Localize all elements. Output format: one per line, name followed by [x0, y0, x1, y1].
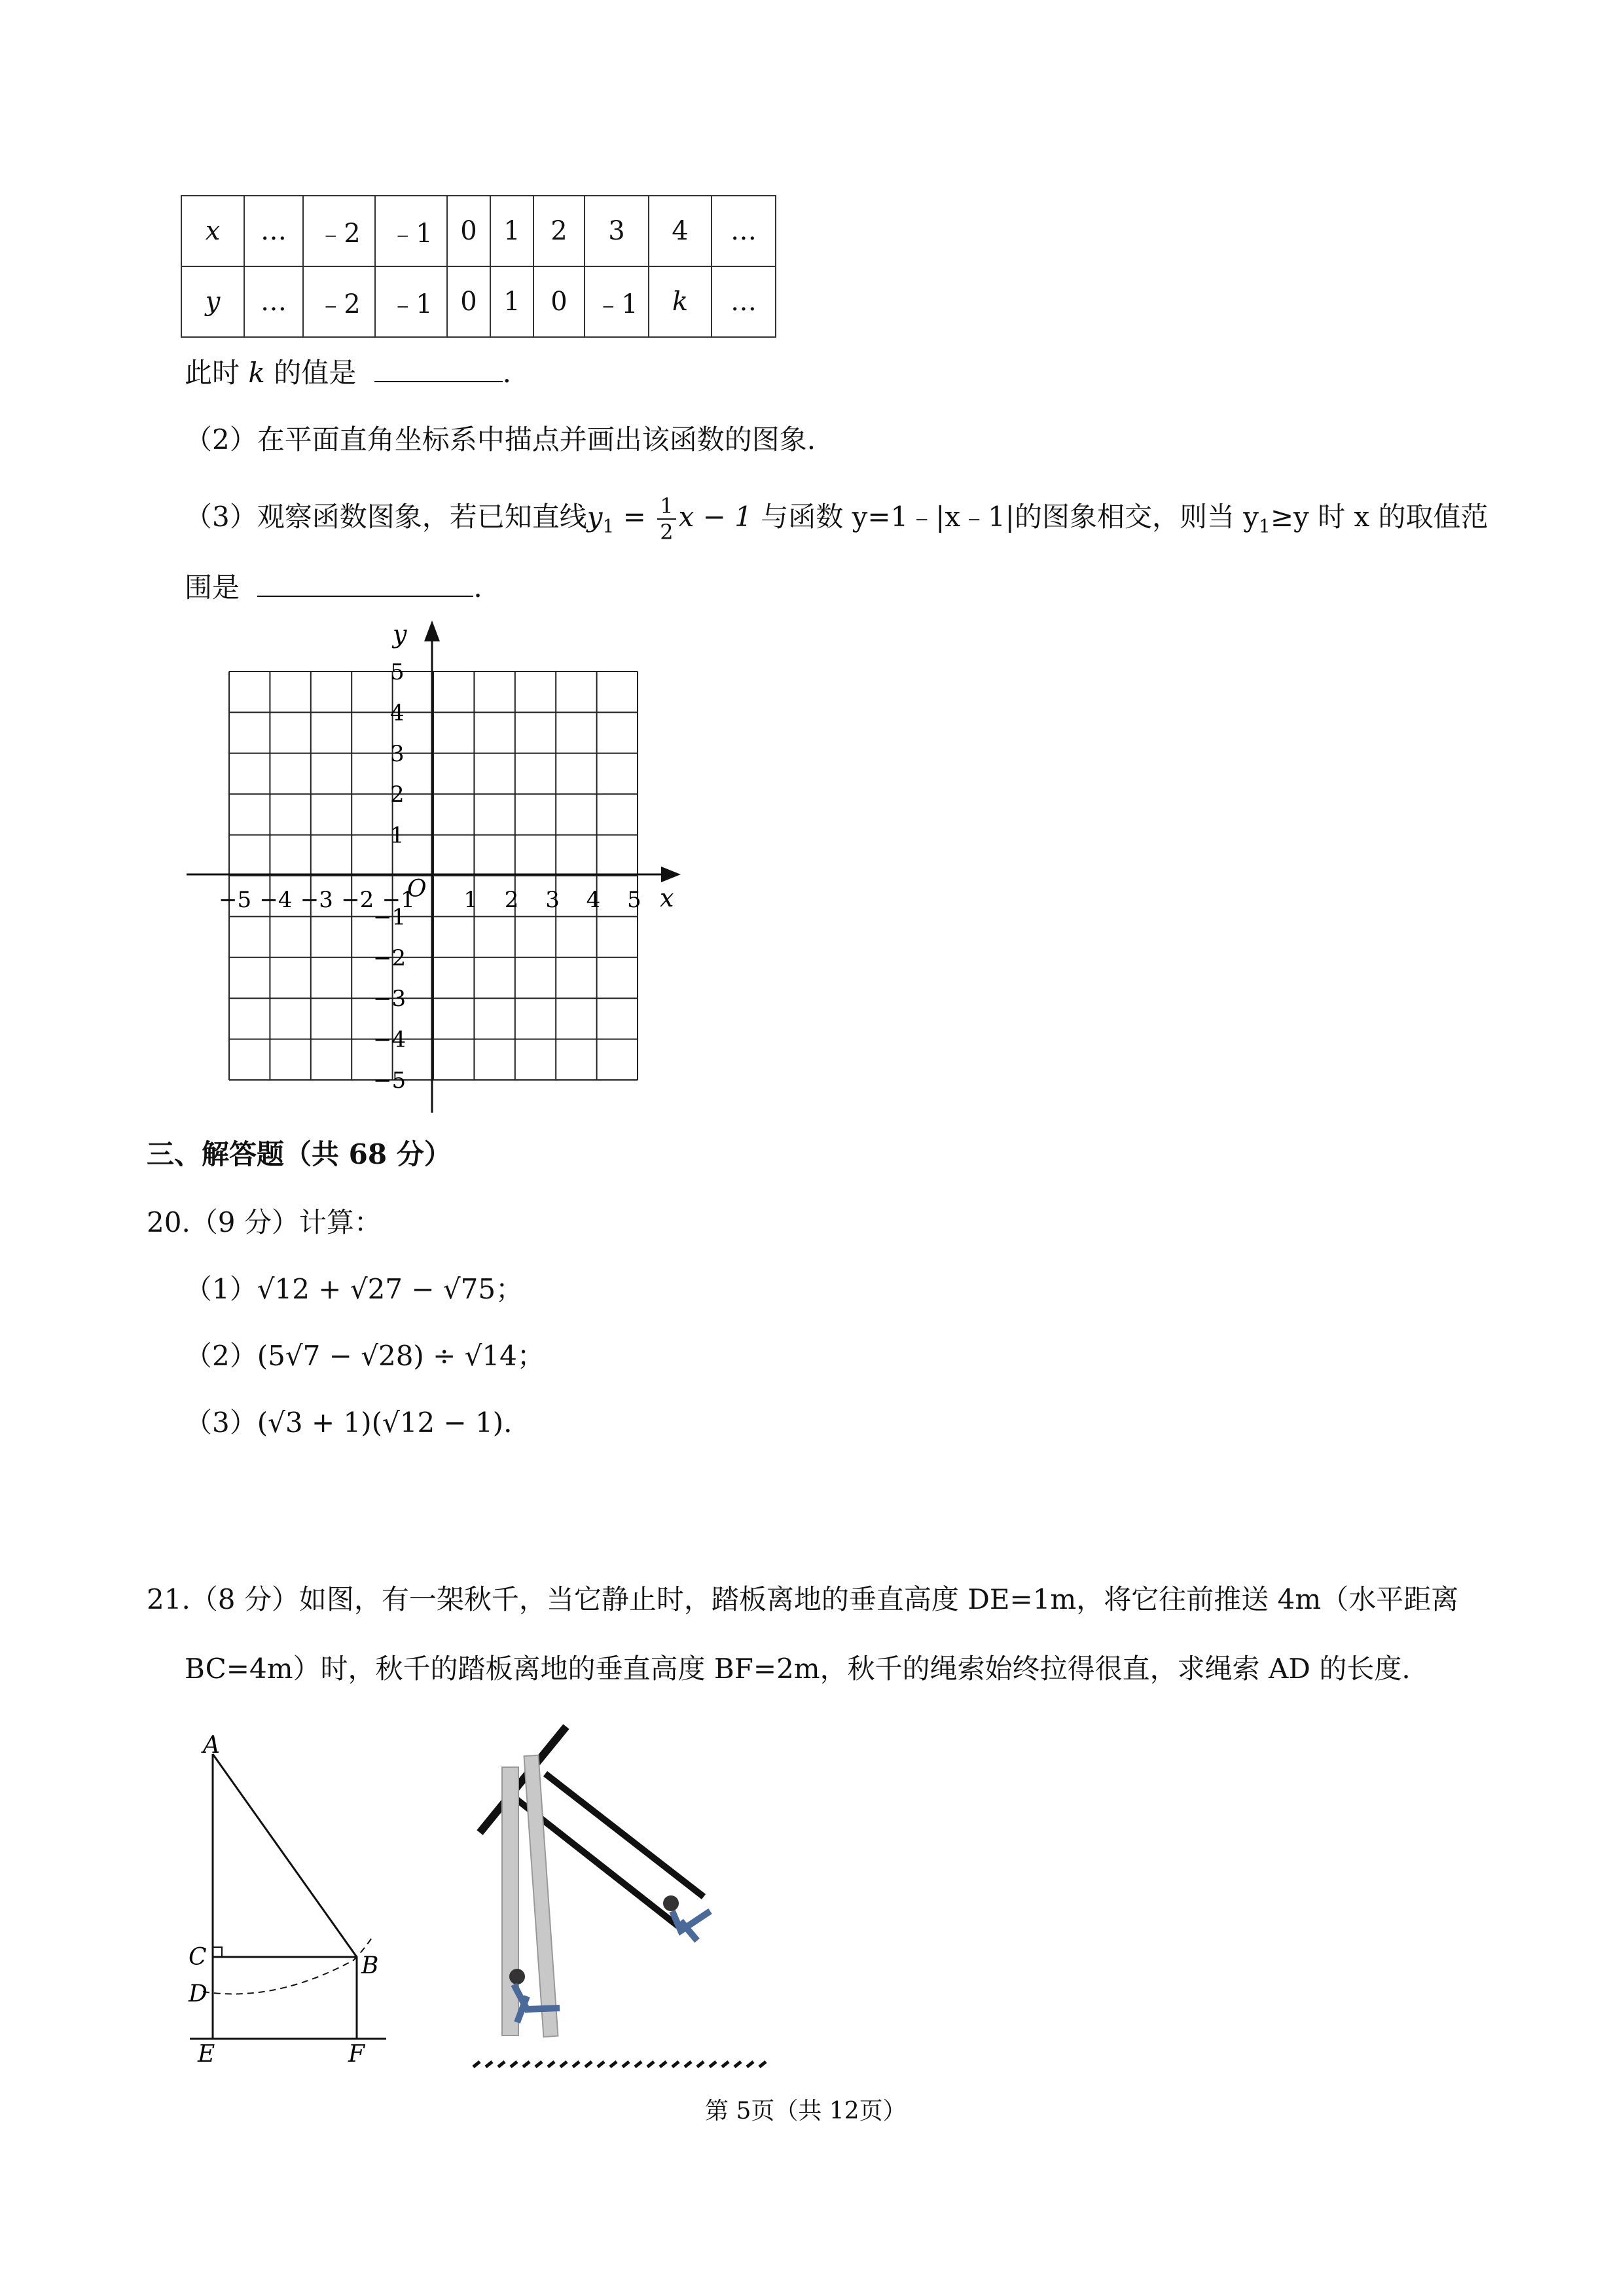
y-axis-label: y	[393, 620, 407, 649]
table-cell: 0	[533, 266, 585, 337]
point-A-label: A	[203, 1732, 220, 1759]
q20-title: 20.（9 分）计算：	[147, 1206, 382, 1238]
ground-hatch-mark	[498, 2062, 505, 2067]
swing-rope-right	[524, 1755, 558, 2037]
ground-hatch-mark	[473, 2062, 480, 2067]
child-head-icon	[509, 1969, 525, 1984]
ground-hatch-mark	[747, 2062, 753, 2067]
point-C-label: C	[189, 1944, 207, 1971]
k-variable: k	[248, 357, 265, 389]
child-body-icon-2	[672, 1911, 710, 1941]
ground-hatch-mark	[672, 2062, 679, 2067]
y-tick-label: 5	[390, 659, 405, 685]
swing-illustration	[468, 1715, 795, 2081]
table-cell: 3	[585, 196, 649, 266]
x-tick-label: −5	[219, 887, 252, 913]
part3-text-c: ≥y 时 x 的取值范	[1270, 501, 1489, 533]
ground-hatch-mark	[685, 2062, 691, 2067]
x-tick-label: −1	[382, 887, 415, 913]
table-cell: 1	[490, 266, 533, 337]
y1-symbol: y	[586, 501, 603, 533]
k-prefix: 此时	[185, 357, 240, 389]
table-cell: …	[244, 266, 303, 337]
ground-hatch-mark	[523, 2062, 530, 2067]
y-axis-arrow-icon	[424, 620, 440, 641]
ground-hatch-mark	[722, 2062, 729, 2067]
table-cell: …	[712, 196, 776, 266]
y-tick-label: 2	[390, 781, 405, 808]
ground-hatch-mark	[585, 2062, 592, 2067]
x-tick-label: 3	[545, 887, 560, 913]
ground-hatch-mark	[635, 2062, 641, 2067]
y-tick-label: −4	[373, 1026, 406, 1053]
table-cell: ﹣2	[303, 196, 375, 266]
ground-hatch-mark	[697, 2062, 704, 2067]
q21-line2: BC=4m）时，秋千的踏板离地的垂直高度 BF=2m，秋千的绳索始终拉得很直，求绳索 AD 的长度.	[185, 1653, 1411, 1685]
answer-blank-range[interactable]	[257, 569, 473, 597]
q20-part2: （2）(5√7 − √28) ÷ √14；	[185, 1340, 545, 1372]
ground-hatch-mark	[598, 2062, 604, 2067]
table-row-y	[181, 266, 776, 337]
table-cell: …	[244, 196, 303, 266]
ground-hatch-mark	[734, 2062, 741, 2067]
q19-part2: （2）在平面直角坐标系中描点并画出该函数的图象.	[185, 423, 816, 456]
y-tick-label: −5	[373, 1067, 406, 1094]
point-E-label: E	[198, 2041, 215, 2062]
swing-geometry-figure	[177, 1728, 425, 2062]
q21-line1: 21.（8 分）如图，有一架秋千，当它静止时，踏板离地的垂直高度 DE=1m，将它往前推送 4m（水平距离	[147, 1583, 1459, 1615]
table-cell: 2	[533, 196, 585, 266]
table-cell: 4	[649, 196, 712, 266]
page-footer: 第 5页（共 12页）	[705, 2098, 907, 2125]
line-expression: x − 1	[678, 501, 752, 533]
x-axis-label: x	[660, 884, 674, 912]
point-F-label: F	[348, 2041, 365, 2062]
k-value-line	[185, 353, 511, 393]
answer-blank-k[interactable]	[374, 355, 503, 382]
xy-value-table	[181, 195, 776, 338]
fraction-one-half	[657, 493, 676, 545]
table-cell: 1	[490, 196, 533, 266]
table-cell: 0	[447, 196, 490, 266]
table-cell: ﹣1	[375, 266, 447, 337]
origin-label: O	[407, 876, 427, 903]
ground-hatch-mark	[647, 2062, 654, 2067]
right-angle-C-icon	[213, 1947, 222, 1957]
ground-hatch-mark	[610, 2062, 617, 2067]
y-tick-label: 4	[390, 700, 405, 726]
y-tick-label: −2	[373, 944, 406, 971]
table-cell: …	[712, 266, 776, 337]
ground-hatch-mark	[710, 2062, 716, 2067]
x-tick-label: 1	[463, 887, 478, 913]
q19-part3-line1	[185, 493, 1489, 546]
k-suffix: 的值是	[274, 357, 357, 389]
x-tick-label: 4	[586, 887, 601, 913]
table-cell: 0	[447, 266, 490, 337]
line-AB	[213, 1754, 357, 1957]
ground-hatch-mark	[535, 2062, 542, 2067]
y1-subscript: 1	[602, 515, 615, 537]
swing-frame-lower	[545, 1774, 704, 1897]
table-cell: x	[181, 196, 244, 266]
x-tick-label: −4	[259, 887, 293, 913]
table-cell: ﹣2	[303, 266, 375, 337]
table-cell: k	[649, 266, 712, 337]
table-row-x	[181, 196, 776, 266]
q20-part1: （1）√12 + √27 − √75；	[185, 1273, 524, 1305]
part3-text-b: 与函数 y=1﹣|x﹣1|的图象相交，则当 y	[751, 501, 1259, 533]
q20-part3: （3）(√3 + 1)(√12 − 1).	[185, 1407, 513, 1439]
y-tick-label: 1	[390, 822, 405, 849]
x-tick-label: 2	[504, 887, 519, 913]
coordinate-grid[interactable]	[177, 615, 700, 1113]
table-cell: ﹣1	[585, 266, 649, 337]
x-tick-label: −3	[300, 887, 333, 913]
x-tick-label: 5	[627, 887, 641, 913]
y-tick-label: −3	[373, 986, 406, 1013]
period: .	[502, 357, 511, 389]
section-title: 三、解答题（共 68 分）	[147, 1138, 452, 1170]
part3-line2-text: 围是	[185, 571, 240, 603]
ground-hatch-mark	[511, 2062, 517, 2067]
child-head-icon-2	[663, 1895, 679, 1911]
table-cell: y	[181, 266, 244, 337]
y-tick-label: −1	[373, 904, 406, 931]
x-tick-label: −2	[341, 887, 374, 913]
ground-hatch-mark	[660, 2062, 666, 2067]
ground-hatch-mark	[759, 2062, 766, 2067]
ground-hatch-mark	[548, 2062, 554, 2067]
ground-hatch-mark	[560, 2062, 567, 2067]
fraction-denominator: 2	[660, 520, 674, 545]
ground-hatch-mark	[486, 2062, 492, 2067]
ground-hatch-mark	[623, 2062, 629, 2067]
equals-sign: =	[623, 501, 646, 533]
point-B-label: B	[361, 1952, 379, 1979]
fraction-numerator: 1	[657, 493, 676, 520]
y-tick-label: 3	[390, 740, 405, 767]
point-D-label: D	[189, 1981, 208, 2007]
part3-text-a: （3）观察函数图象，若已知直线	[185, 501, 587, 533]
q19-part3-line2	[185, 568, 482, 607]
ground-hatch-mark	[573, 2062, 579, 2067]
y1-subscript-2: 1	[1259, 515, 1271, 537]
table-cell: ﹣1	[375, 196, 447, 266]
period: .	[473, 571, 482, 603]
x-axis-arrow-icon	[661, 867, 681, 882]
